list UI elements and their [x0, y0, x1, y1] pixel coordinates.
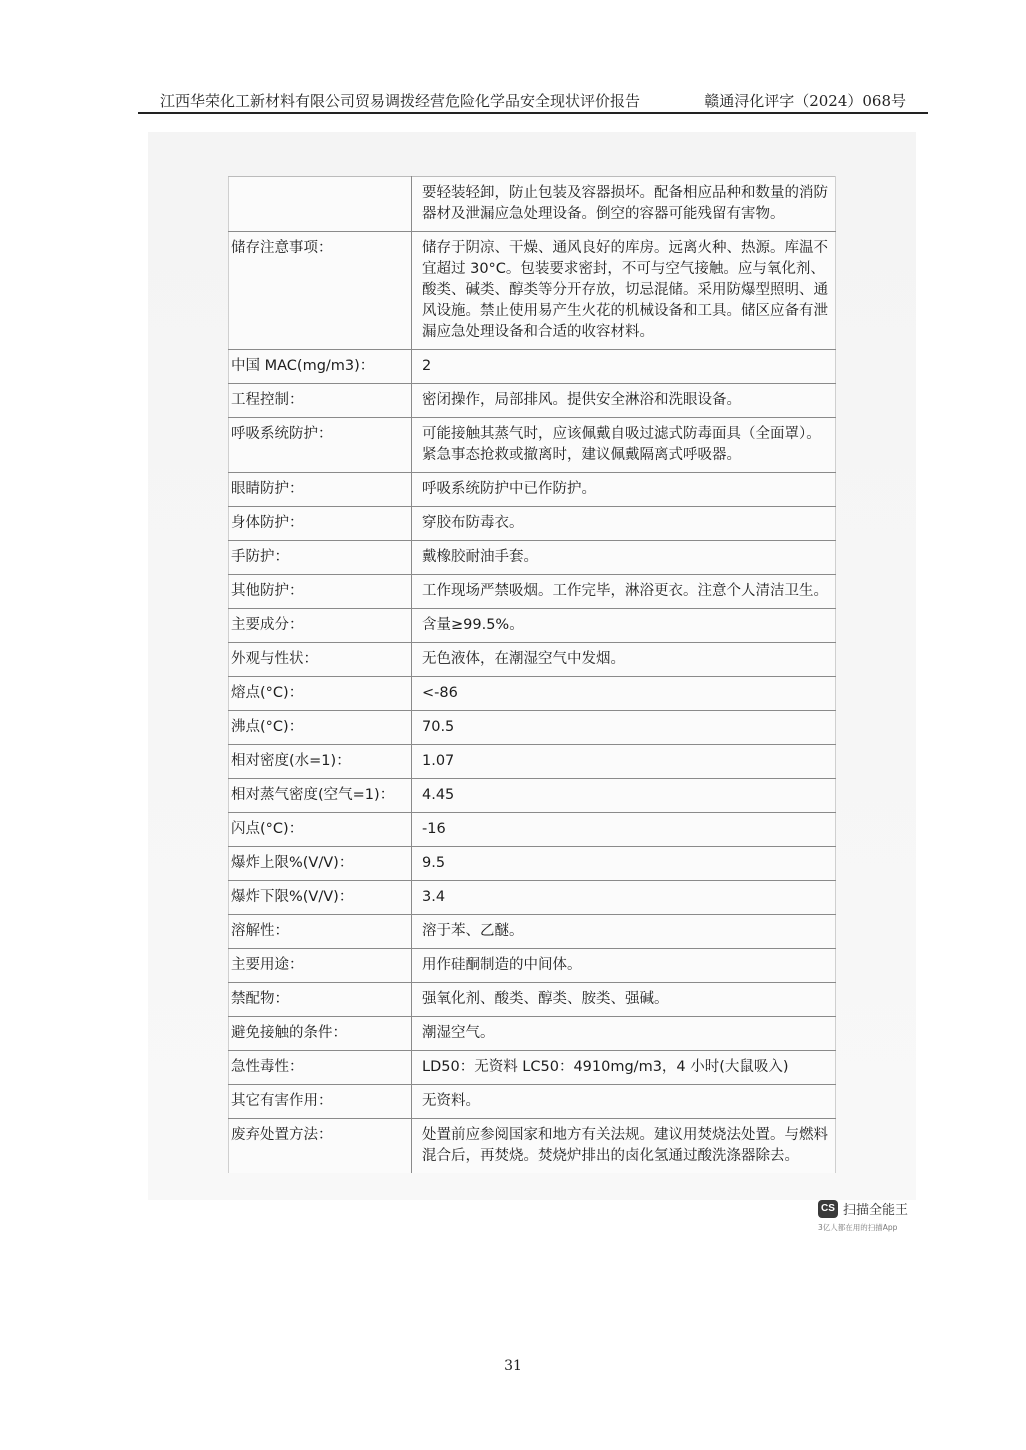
row-label: 呼吸系统防护：: [229, 418, 412, 473]
table-row: [229, 983, 836, 1017]
row-value: 无资料。: [412, 1085, 836, 1119]
table-row: [229, 949, 836, 983]
row-label: 溶解性：: [229, 915, 412, 949]
row-label: 爆炸下限%(V/V)：: [229, 881, 412, 915]
row-value: 4.45: [412, 779, 836, 813]
row-label: [229, 177, 412, 232]
table-row: [229, 813, 836, 847]
row-value: 可能接触其蒸气时，应该佩戴自吸过滤式防毒面具（全面罩）。紧急事态抢救或撤离时，建议佩戴隔离式呼吸器。: [412, 418, 836, 473]
row-label: 身体防护：: [229, 507, 412, 541]
row-value: <-86: [412, 677, 836, 711]
table-row: [229, 507, 836, 541]
header-rule: [138, 112, 928, 114]
row-label: 熔点(°C)：: [229, 677, 412, 711]
row-label: 主要用途：: [229, 949, 412, 983]
row-value: 1.07: [412, 745, 836, 779]
row-value: 工作现场严禁吸烟。工作完毕，淋浴更衣。注意个人清洁卫生。: [412, 575, 836, 609]
table-row: [229, 473, 836, 507]
row-label: 相对密度(水=1)：: [229, 745, 412, 779]
row-label: 废弃处置方法：: [229, 1119, 412, 1174]
page-number: 31: [504, 1358, 522, 1374]
row-value: 密闭操作，局部排风。提供安全淋浴和洗眼设备。: [412, 384, 836, 418]
table-row: [229, 677, 836, 711]
table-row: [229, 575, 836, 609]
row-value: LD50：无资料 LC50：4910mg/m3，4 小时(大鼠吸入): [412, 1051, 836, 1085]
row-label: 避免接触的条件：: [229, 1017, 412, 1051]
page-header: [138, 88, 928, 112]
row-label: 闪点(°C)：: [229, 813, 412, 847]
row-value: -16: [412, 813, 836, 847]
table-row: [229, 881, 836, 915]
table-row: [229, 1051, 836, 1085]
table-row: [229, 1017, 836, 1051]
row-value: 呼吸系统防护中已作防护。: [412, 473, 836, 507]
table-row: [229, 384, 836, 418]
row-value: 3.4: [412, 881, 836, 915]
row-value: 要轻装轻卸，防止包装及容器损坏。配备相应品种和数量的消防器材及泄漏应急处理设备。倒空的容器可能残留有害物。: [412, 177, 836, 232]
camscanner-name: 扫描全能王: [843, 1203, 909, 1218]
row-value: 溶于苯、乙醚。: [412, 915, 836, 949]
row-label: 眼睛防护：: [229, 473, 412, 507]
table-row: [229, 745, 836, 779]
row-label: 相对蒸气密度(空气=1)：: [229, 779, 412, 813]
table-row: [229, 418, 836, 473]
row-label: 工程控制：: [229, 384, 412, 418]
table-row: [229, 232, 836, 350]
row-value: 70.5: [412, 711, 836, 745]
camscanner-tagline: 3亿人都在用的扫描App: [818, 1223, 898, 1232]
row-label: 主要成分：: [229, 609, 412, 643]
row-label: 禁配物：: [229, 983, 412, 1017]
row-value: 潮湿空气。: [412, 1017, 836, 1051]
table-row: [229, 847, 836, 881]
table-row: [229, 177, 836, 232]
row-value: 含量≥99.5%。: [412, 609, 836, 643]
camscanner-logo-icon: CS: [818, 1200, 838, 1218]
row-label: 急性毒性：: [229, 1051, 412, 1085]
table-row: [229, 779, 836, 813]
table-row: [229, 350, 836, 384]
row-value: 9.5: [412, 847, 836, 881]
document-number: 赣通浔化评字（2024）068号: [704, 92, 906, 110]
row-label: 其他防护：: [229, 575, 412, 609]
row-label: 沸点(°C)：: [229, 711, 412, 745]
msds-table: [228, 176, 836, 1173]
row-label: 爆炸上限%(V/V)：: [229, 847, 412, 881]
row-value: 2: [412, 350, 836, 384]
row-label: 中国 MAC(mg/m3)：: [229, 350, 412, 384]
row-value: 用作硅酮制造的中间体。: [412, 949, 836, 983]
row-value: 无色液体，在潮湿空气中发烟。: [412, 643, 836, 677]
row-value: 处置前应参阅国家和地方有关法规。建议用焚烧法处置。与燃料混合后，再焚烧。焚烧炉排出的卤化氢通过酸洗涤器除去。: [412, 1119, 836, 1174]
row-label: 外观与性状：: [229, 643, 412, 677]
row-value: 穿胶布防毒衣。: [412, 507, 836, 541]
row-value: 强氧化剂、酸类、醇类、胺类、强碱。: [412, 983, 836, 1017]
table-row: [229, 1085, 836, 1119]
camscanner-watermark: [818, 1197, 918, 1237]
report-title: 江西华荣化工新材料有限公司贸易调拨经营危险化学品安全现状评价报告: [160, 92, 641, 110]
row-label: 储存注意事项：: [229, 232, 412, 350]
table-row: [229, 541, 836, 575]
row-value: 戴橡胶耐油手套。: [412, 541, 836, 575]
table-row: [229, 643, 836, 677]
row-label: 其它有害作用：: [229, 1085, 412, 1119]
row-label: 手防护：: [229, 541, 412, 575]
table-row: [229, 915, 836, 949]
table-row: [229, 1119, 836, 1174]
row-value: 储存于阴凉、干燥、通风良好的库房。远离火种、热源。库温不宜超过 30°C。包装要求密封，不可与空气接触。应与氧化剂、酸类、碱类、醇类等分开存放，切忌混储。采用防爆型照明、通风设施。禁止使用易产生火花的机械设备和工具。储区应备有泄漏应急处理设备和合适的收容材料。: [412, 232, 836, 350]
table-row: [229, 609, 836, 643]
table-row: [229, 711, 836, 745]
